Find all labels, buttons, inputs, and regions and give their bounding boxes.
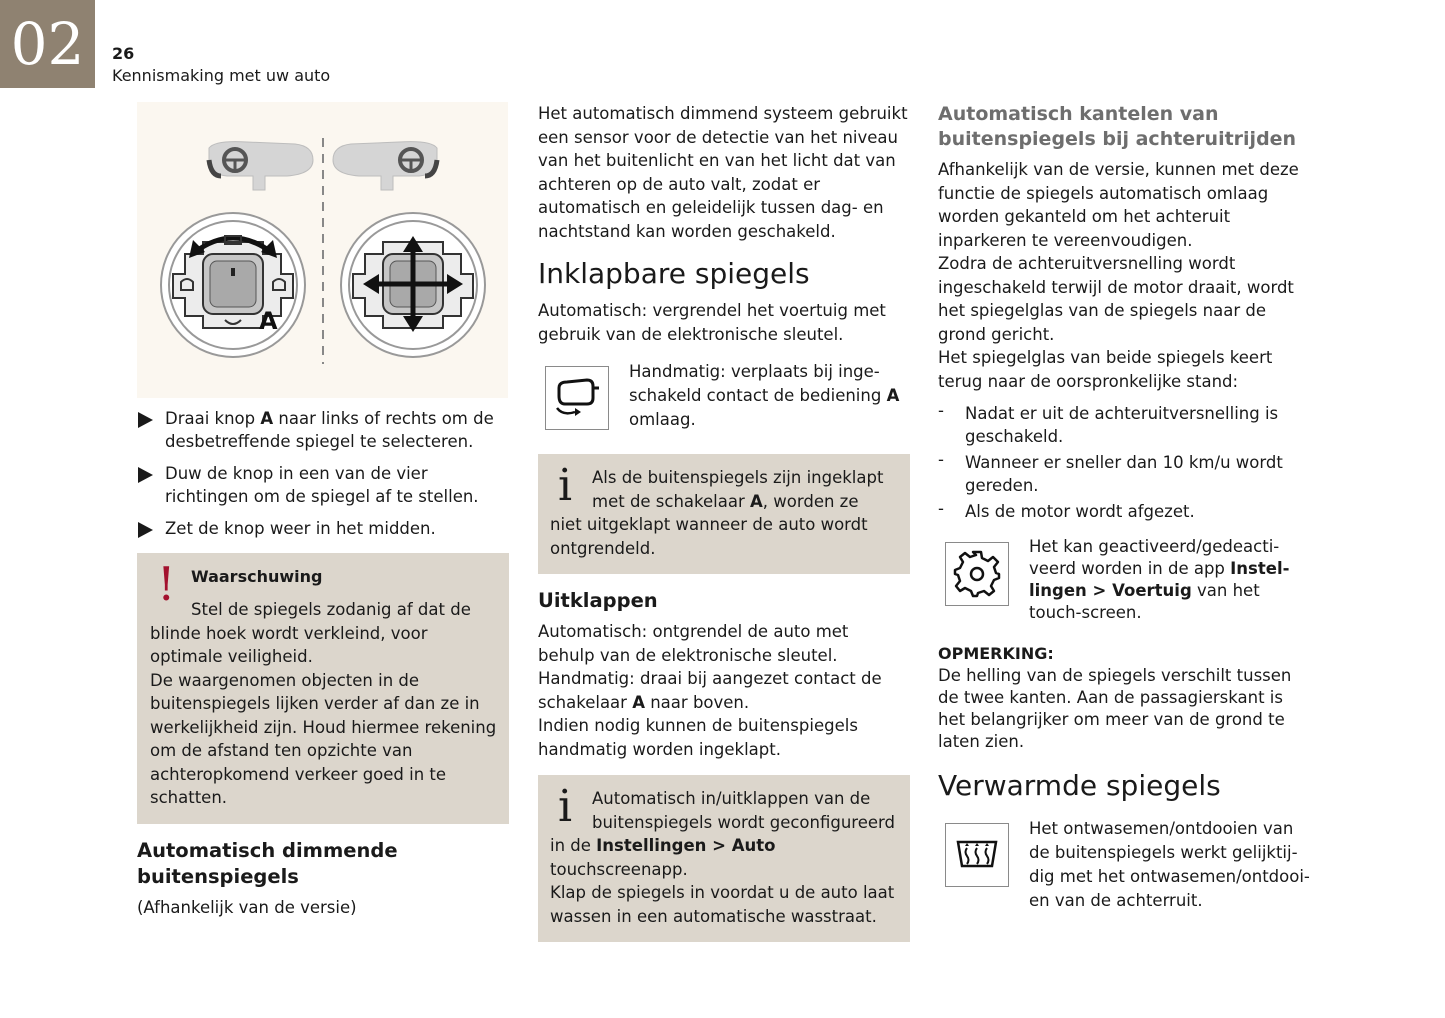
tilt-text-2: Zodra de achteruitversnelling wordt ingeschakeld terwijl de motor draait, wordt het spiegelglas van de spiegels naar de grond gericht. <box>938 254 1294 344</box>
list-item: - Nadat er uit de achteruitversnelling is geschakeld. <box>938 403 1310 448</box>
warning-text-rest: blinde hoek wordt verkleind, voor optimale veiligheid. <box>150 623 428 666</box>
folding-manual: Handmatig: verplaats bij inge-schakeld contact de bediening A omlaag. <box>629 362 900 429</box>
list-item: - Als de motor wordt afgezet. <box>938 501 1310 524</box>
chapter-tab: 02 <box>0 0 95 88</box>
settings-text: Het kan geactiveerd/gedeacti-veerd worden in de app Instel-lingen > Voertuig van het touch-screen. <box>1029 536 1290 622</box>
section-title: Kennismaking met uw auto <box>112 66 331 85</box>
mirror-fold-icon <box>545 366 609 430</box>
gear-icon <box>945 542 1009 606</box>
warning-text-2: De waargenomen objecten in de buitenspiegels lijken verder af dan ze in werkelijkheid zijn. Houd hiermee rekening om de afstand ten opzichte van achteropkomend verkeer goed in te schatten. <box>150 670 497 807</box>
info-text-rest: Klap de spiegels in voordat u de auto laat wassen in een automatische wasstraat. <box>550 883 895 926</box>
column-3 <box>938 102 1310 913</box>
remark-text: De helling van de spiegels verschilt tussen de twee kanten. Aan de passagierskant is het belangrijker om meer van de grond te laten zien. <box>938 666 1292 751</box>
heated-heading: Verwarmde spiegels <box>938 769 1221 802</box>
unfold-manual: Handmatig: draai bij aangezet contact de schakelaar A naar boven. <box>538 669 882 712</box>
list-item: - Wanneer er sneller dan 10 km/u wordt gereden. <box>938 452 1310 497</box>
heated-row <box>938 817 1310 913</box>
folding-manual-row <box>538 360 910 432</box>
tilt-heading: Automatisch kantelen van buitenspiegels bij achteruitrijden <box>938 103 1297 150</box>
remark-heading: OPMERKING: <box>938 643 1054 663</box>
dimming-heading: Automatisch dimmende buitenspiegels <box>137 838 398 888</box>
info-text-settings: in de Instellingen > Auto touchscreenapp. <box>550 836 776 879</box>
settings-row <box>938 536 1310 624</box>
unfold-note: Indien nodig kunnen de buitenspiegels handmatig worden ingeklapt. <box>538 716 858 759</box>
warning-box <box>137 553 509 824</box>
unfold-auto: Automatisch: ontgrendel de auto met behulp van de elektronische sleutel. <box>538 622 849 665</box>
info-text-rest: niet uitgeklapt wanneer de auto wordt ontgrendeld. <box>550 515 868 558</box>
folding-heading: Inklapbare spiegels <box>538 257 810 290</box>
warning-title: Waarschuwing <box>191 566 323 586</box>
right-mirror-icon <box>333 142 437 190</box>
info-box-config <box>538 775 910 942</box>
warning-text: Stel de spiegels zodanig af dat de <box>191 600 471 619</box>
adjust-steps <box>137 408 509 541</box>
return-conditions <box>938 403 1310 524</box>
column-2 <box>538 102 910 942</box>
dimming-intro: Het automatisch dimmend systeem gebruikt een sensor voor de detectie van het niveau van het buitenlicht en van het licht dat van achteren op de auto valt, zodat er automatisch en geleidelijk tussen dag- en nachtstand kan worden geschakeld. <box>538 104 908 241</box>
list-item: Zet de knop weer in het midden. <box>137 518 509 541</box>
mirror-control-figure <box>137 102 508 398</box>
heated-text: Het ontwasemen/ontdooien van de buitenspiegels werkt gelijktij-dig met het ontwasemen/ontdooi-en van de achterruit. <box>1029 819 1310 910</box>
info-box-fold <box>538 454 910 574</box>
right-knob-diagram <box>341 213 485 357</box>
warning-icon: ! <box>157 556 176 611</box>
list-item: Draai knop A naar links of rechts om de desbetreffende spiegel te selecteren. <box>137 408 509 453</box>
info-icon: i <box>558 781 573 832</box>
rear-defrost-icon <box>945 823 1009 887</box>
unfold-heading: Uitklappen <box>538 589 658 612</box>
tilt-text-3: Het spiegelglas van beide spiegels keert terug naar de oorspronkelijke stand: <box>938 348 1273 391</box>
tilt-text-1: Afhankelijk van de versie, kunnen met deze functie de spiegels automatisch omlaag worden gekanteld om het achteruit inparkeren te vereenvoudigen. <box>938 160 1299 250</box>
left-mirror-icon <box>209 142 313 190</box>
info-text: Automatisch in/uitklappen van de buitenspiegels wordt geconfigureerd <box>592 789 895 832</box>
info-icon: i <box>558 460 573 511</box>
info-text: Als de buitenspiegels zijn ingeklapt met de schakelaar A, worden ze <box>592 468 884 511</box>
dimming-note: (Afhankelijk van de versie) <box>137 897 357 917</box>
knob-label-a: A <box>259 307 278 335</box>
list-item: Duw de knop in een van de vier richtingen om de spiegel af te stellen. <box>137 463 509 508</box>
page-number: 26 <box>112 44 135 63</box>
left-knob-diagram <box>161 213 305 357</box>
column-1 <box>137 102 509 919</box>
folding-auto: Automatisch: vergrendel het voertuig met gebruik van de elektronische sleutel. <box>538 301 886 344</box>
